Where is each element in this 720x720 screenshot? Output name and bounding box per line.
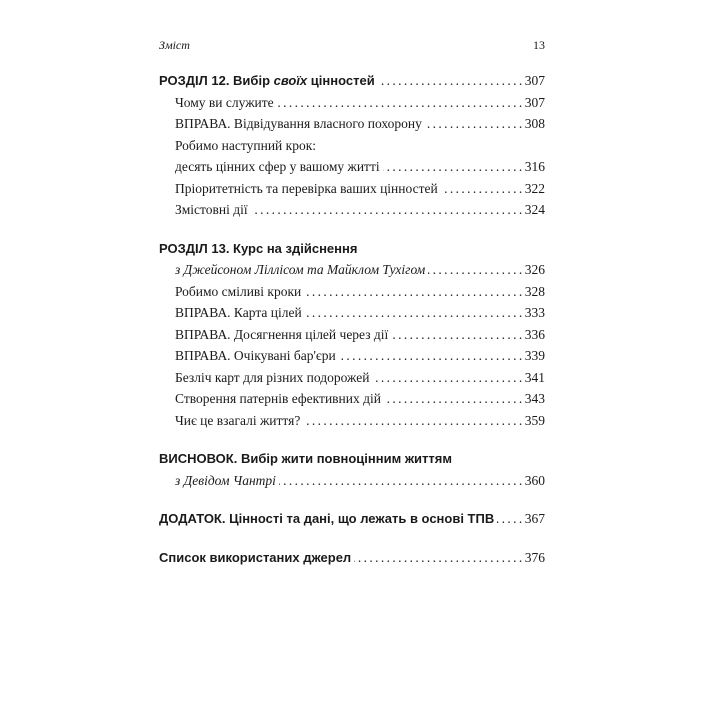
toc-page-number: 359	[524, 412, 545, 428]
chapter-heading-pre: РОЗДІЛ 12. Вибір	[159, 73, 274, 88]
table-of-contents	[159, 70, 545, 568]
toc-entry-title: десять цінних сфер у вашому житті	[175, 159, 380, 174]
toc-entry[interactable]	[159, 156, 545, 178]
toc-page-number: 328	[524, 283, 545, 299]
toc-page-number: 333	[524, 305, 545, 320]
toc-entry-title: Створення патернів ефективних дій	[175, 391, 381, 406]
chapter-heading-em: своїх	[273, 73, 308, 88]
toc-entry[interactable]	[159, 302, 545, 324]
toc-page-number: 324	[524, 202, 545, 217]
dot-leader	[391, 324, 521, 346]
dot-leader	[384, 388, 522, 410]
dot-leader	[303, 410, 521, 432]
toc-entry[interactable]	[159, 199, 545, 221]
appendix-heading: ДОДАТОК. Цінності та дані, що лежать в основі ТПВ	[159, 511, 495, 526]
toc-page-number: 326	[524, 262, 545, 277]
toc-section-ch13	[159, 238, 545, 432]
toc-page-number: 343	[524, 391, 545, 406]
section-gap	[159, 221, 545, 238]
toc-entry[interactable]	[159, 92, 545, 114]
toc-entry[interactable]	[159, 388, 545, 410]
section-gap	[159, 491, 545, 508]
toc-entry[interactable]	[159, 324, 545, 346]
running-head-section: Зміст	[159, 38, 190, 52]
toc-chapter-heading[interactable]	[159, 238, 545, 260]
toc-chapter-heading[interactable]	[159, 448, 545, 470]
toc-entry-title: Пріоритетність та перевірка ваших цінностей	[175, 180, 438, 196]
toc-entry[interactable]	[159, 367, 545, 389]
toc-page-number: 322	[524, 180, 545, 196]
dot-leader	[372, 367, 521, 389]
toc-page-number: 308	[524, 116, 545, 131]
toc-page-number: 307	[524, 73, 545, 88]
toc-entry[interactable]	[159, 281, 545, 303]
dot-leader	[279, 470, 522, 492]
page-number: 13	[533, 38, 545, 52]
toc-entry-title: Чому ви служите	[175, 94, 274, 110]
toc-section-conclusion	[159, 448, 545, 491]
toc-page-number: 316	[524, 159, 545, 174]
dot-leader	[251, 199, 522, 221]
dot-leader	[497, 508, 522, 530]
toc-chapter-heading[interactable]	[159, 508, 545, 530]
toc-page-number: 367	[524, 511, 545, 526]
toc-section-references	[159, 547, 545, 569]
toc-entry-title: ВПРАВА. Очікувані бар'єри	[175, 348, 336, 363]
dot-leader	[441, 178, 522, 200]
dot-leader	[277, 92, 522, 114]
contributors-line: з Джейсоном Ліллісом та Майклом Тухігом	[175, 262, 426, 277]
dot-leader	[305, 302, 522, 324]
running-head	[159, 38, 545, 54]
toc-page-number: 339	[524, 348, 545, 363]
toc-page-number: 307	[524, 94, 545, 110]
toc-entry[interactable]	[159, 410, 545, 432]
toc-chapter-heading[interactable]	[159, 547, 545, 569]
dot-leader	[354, 547, 522, 569]
dot-leader	[378, 70, 522, 92]
toc-page-number: 341	[524, 369, 545, 385]
toc-entry[interactable]	[159, 135, 545, 157]
toc-page-number: 360	[524, 472, 545, 488]
chapter-heading: РОЗДІЛ 13. Курс на здійснення	[159, 240, 358, 256]
dot-leader	[428, 259, 521, 281]
toc-entry-contributors[interactable]	[159, 470, 545, 492]
toc-entry-title: Змістовні дії	[175, 202, 248, 217]
toc-entry-contributors[interactable]	[159, 259, 545, 281]
toc-entry-title: Чиє це взагалі життя?	[175, 412, 301, 428]
toc-page-number: 336	[524, 326, 545, 342]
toc-entry-title: ВПРАВА. Карта цілей	[175, 305, 302, 320]
toc-entry-title: ВПРАВА. Досягнення цілей через дії	[175, 326, 389, 342]
toc-entry-title: Робимо сміливі кроки	[175, 283, 302, 299]
toc-entry-title: Робимо наступний крок:	[175, 137, 317, 153]
dot-leader	[339, 345, 522, 367]
toc-section-appendix	[159, 508, 545, 530]
dot-leader	[383, 156, 522, 178]
toc-entry-title: Безліч карт для різних подорожей	[175, 369, 370, 385]
dot-leader	[304, 281, 521, 303]
toc-entry[interactable]	[159, 345, 545, 367]
toc-entry-title: ВПРАВА. Відвідування власного похорону	[175, 116, 422, 131]
toc-entry[interactable]	[159, 178, 545, 200]
toc-chapter-heading[interactable]	[159, 70, 545, 92]
references-heading: Список використаних джерел	[159, 549, 352, 565]
toc-page-number: 376	[524, 549, 545, 565]
dot-leader	[425, 113, 522, 135]
toc-section-ch12	[159, 70, 545, 221]
section-gap	[159, 530, 545, 547]
conclusion-heading: ВИСНОВОК. Вибір жити повноцінним життям	[159, 451, 452, 466]
section-gap	[159, 431, 545, 448]
toc-entry[interactable]	[159, 113, 545, 135]
chapter-heading-post: цінностей	[307, 73, 375, 88]
contributors-line: з Девідом Чантрі	[175, 472, 276, 488]
